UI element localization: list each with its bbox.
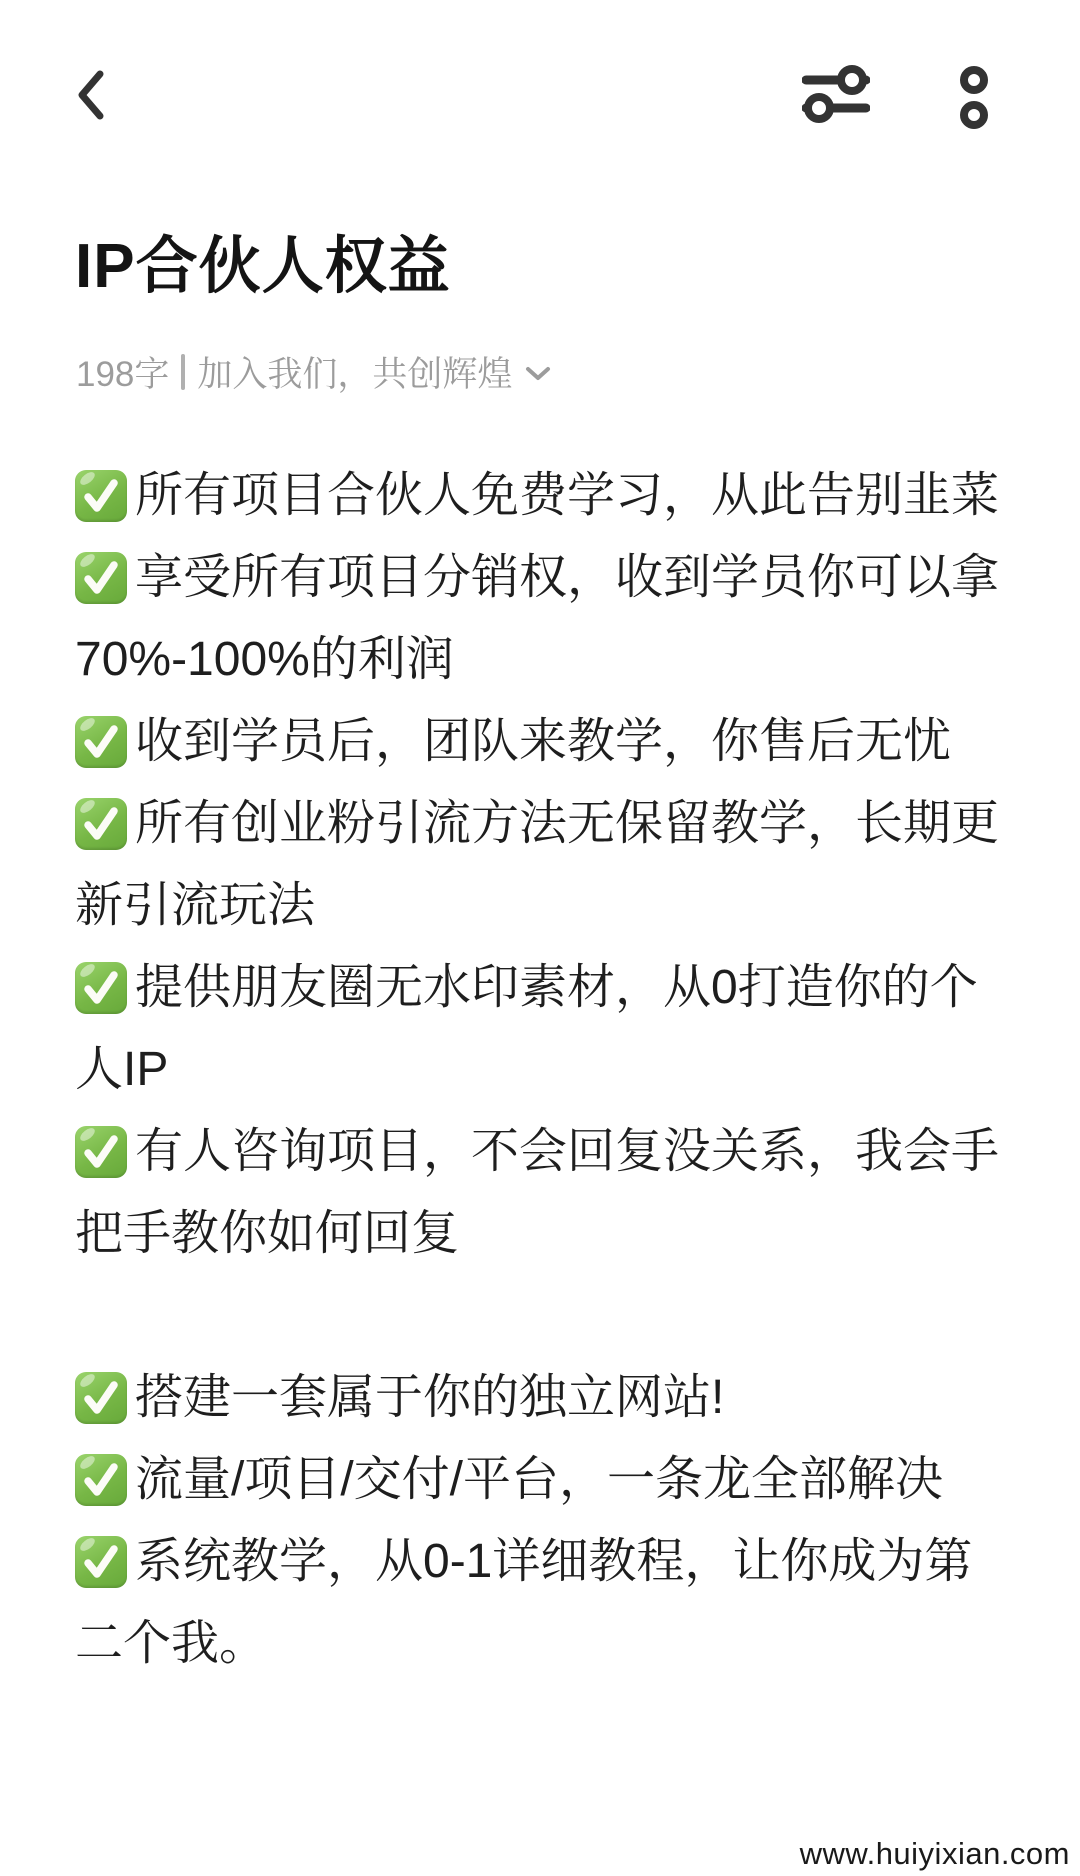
more-button[interactable] [952, 62, 996, 132]
check-mark-emoji [75, 1536, 127, 1588]
check-mark-emoji [75, 798, 127, 850]
blank-line [75, 1275, 1035, 1357]
check-mark-emoji [75, 552, 127, 604]
note-line [75, 865, 1035, 947]
note-meta [76, 350, 552, 394]
tune-button[interactable] [799, 62, 873, 128]
note-line [75, 1357, 1035, 1439]
watermark: www.huiyixian.com [799, 1836, 1070, 1871]
note-line-text: 收到学员后，团队来教学，你售后无忧 [135, 715, 952, 768]
note-line-text: 有人咨询项目，不会回复没关系，我会手 [135, 1125, 1000, 1178]
check-mark-emoji [75, 470, 127, 522]
note-line-text: 流量/项目/交付/平台，一条龙全部解决 [135, 1453, 944, 1506]
chevron-down-icon [524, 365, 552, 383]
more-two-dots-icon [960, 101, 988, 129]
check-mark-emoji [75, 1372, 127, 1424]
more-two-dots-icon [960, 66, 988, 94]
note-line [75, 947, 1035, 1029]
note-line-text: 系统教学，从0-1详细教程，让你成为第 [135, 1535, 973, 1588]
note-title: IP合伙人权益 [75, 232, 451, 301]
note-line-text: 二个我。 [75, 1617, 268, 1670]
notebook-selector[interactable] [197, 347, 552, 397]
note-line [75, 1603, 1035, 1685]
note-line [75, 537, 1035, 619]
note-body[interactable] [75, 455, 1035, 1685]
note-line-text: 所有项目合伙人免费学习，从此告别韭菜 [135, 469, 1000, 522]
note-line-text: 提供朋友圈无水印素材，从0打造你的个 [135, 961, 978, 1014]
word-count: 198字 [76, 355, 170, 394]
note-line [75, 783, 1035, 865]
note-line [75, 1111, 1035, 1193]
note-line [75, 701, 1035, 783]
note-line-text: 新引流玩法 [75, 879, 316, 932]
note-line [75, 1439, 1035, 1521]
note-line-text: 人IP [75, 1043, 169, 1096]
notebook-name: 加入我们，共创辉煌 [197, 355, 513, 394]
meta-divider [181, 354, 185, 390]
check-mark-emoji [75, 716, 127, 768]
note-line [75, 1521, 1035, 1603]
chevron-left-icon [74, 109, 106, 124]
note-line [75, 1029, 1035, 1111]
note-line-text: 把手教你如何回复 [75, 1207, 460, 1260]
note-line [75, 619, 1035, 701]
note-line-text: 享受所有项目分销权，收到学员你可以拿 [135, 551, 1000, 604]
note-line [75, 1193, 1035, 1275]
check-mark-emoji [75, 1454, 127, 1506]
tune-icon [802, 112, 870, 127]
check-mark-emoji [75, 1126, 127, 1178]
note-line-text: 70%-100%的利润 [75, 633, 454, 686]
check-mark-emoji [75, 962, 127, 1014]
note-line-text: 搭建一套属于你的独立网站! [135, 1371, 725, 1424]
back-button[interactable] [68, 64, 112, 128]
note-line-text: 所有创业粉引流方法无保留教学，长期更 [135, 797, 1000, 850]
note-line [75, 455, 1035, 537]
